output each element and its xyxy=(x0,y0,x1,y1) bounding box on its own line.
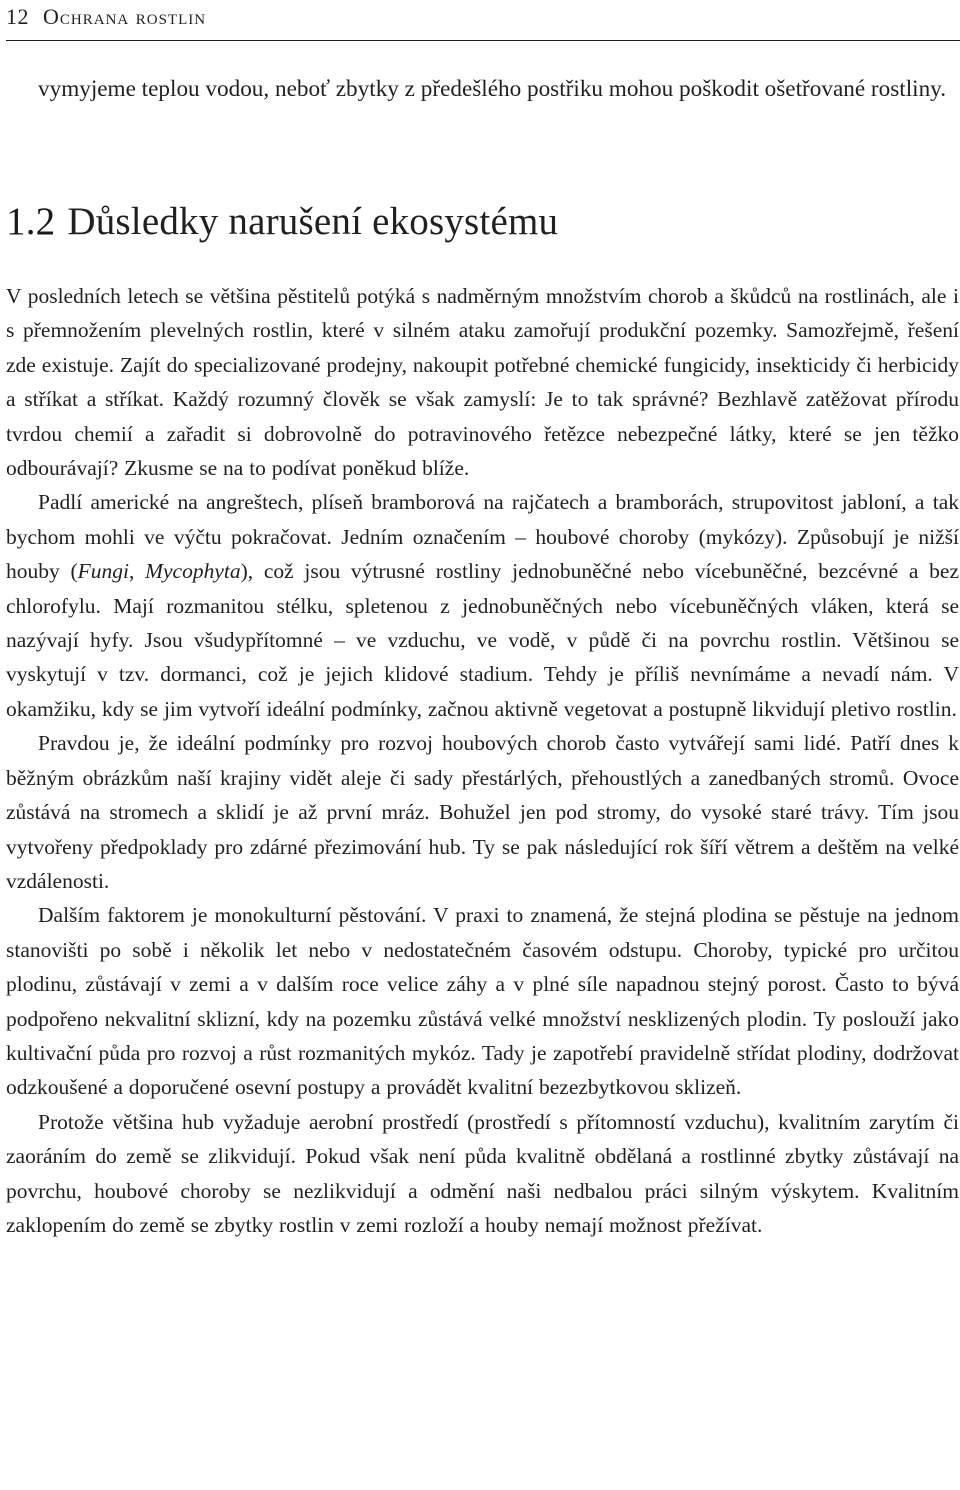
header-rule xyxy=(6,40,960,41)
paragraph: Protože většina hub vyžaduje aerobní prostředí (prostředí s přítomností vzduchu), kvalitním zarytím či zaoráním do země se zlikvidují. Pokud však není půda kvalitně obdělaná a rostlinné zbytky zůstávají na povrchu, houbové choroby se nezlikvidují a odmění naši nedbalou práci silným výskytem. Kvalitním zaklopením do země se zbytky rostlin v zemi rozloží a houby nemají možnost přežívat. xyxy=(6,1109,959,1237)
paragraph-text: Padlí americké na angreštech, plíseň bramborová na rajčatech a bramborách, strupovitost jabloní, a tak bychom mohli ve výčtu pokračovat. Jedním označením – houbové choroby (mykózy). Způsobují je nižší houby ( xyxy=(6,490,959,584)
paragraph: V posledních letech se většina pěstitelů potýká s nadměrným množstvím chorob a škůdců na rostlinách, ale i s přemnožením plevelných rostlin, které v silném ataku zamořují produkční pozemky. Samozřejmě, řešení zde existuje. Zajít do specializované prodejny, nakoupit potřebné chemické fungicidy, insekticidy či herbicidy a stříkat a stříkat. Každý rozumný člověk se však zamyslí: Je to tak správné? Bezhlavě zatěžovat přírodu tvrdou chemií a zařadit si dobrovolně do potravinového řetězce nebezpečné látky, které se jen těžko odbourávají? Zkusme se na to podívat poněkud blíže. xyxy=(6,284,959,481)
section-body xyxy=(6,279,959,1242)
latin-term: Mycophyta xyxy=(145,559,241,584)
intro-paragraph: vymyjeme teplou vodou, neboť zbytky z předešlého postřiku mohou poškodit ošetřované rostliny. xyxy=(38,76,947,102)
paragraph-text: , xyxy=(128,559,146,584)
paragraph: Dalším faktorem je monokulturní pěstování. V praxi to znamená, že stejná plodina se pěstuje na jednom stanovišti po sobě i několik let nebo v nedostatečném časovém odstupu. Choroby, typické pro určitou plodinu, zůstávají v zemi a v dalším roce velice záhy a v plné síle napadnou stejný porost. Často to bývá podpořeno nekvalitní sklizní, kdy na pozemku zůstává velké množství nesklizených plodin. Ty poslouží jako kultivační půda pro rozvoj a růst rozmanitých mykóz. Tady je zapotřebí pravidelně střídat plodiny, dodržovat odzkoušené a doporučené osevní postupy a provádět kvalitní bezezbytkovou sklizeň. xyxy=(6,903,959,1100)
paragraph: Pravdou je, že ideální podmínky pro rozvoj houbových chorob často vytvářejí sami lidé. Patří dnes k běžným obrázkům naší krajiny vidět aleje či sady přestárlých, přehoustlých a zanedbaných stromů. Ovoce zůstává na stromech a sklidí je až první mráz. Bohužel jen pod stromy, do vysoké staré trávy. Tím jsou vytvořeny předpoklady pro zdárné přezimování hub. Ty se pak následující rok šíří větrem a deštěm na velké vzdálenosti. xyxy=(6,731,959,893)
running-title: Ochrana rostlin xyxy=(43,4,207,29)
section-number: 1.2 xyxy=(6,200,56,243)
section-title-text: Důsledky narušení ekosystému xyxy=(67,200,559,243)
page-number: 12 xyxy=(6,4,29,29)
running-head xyxy=(6,2,206,32)
paragraph-text: ), což jsou výtrusné rostliny jednobuněčné nebo vícebuněčné, bezcévné a bez chlorofylu. Mají rozmanitou stélku, spletenou z jednobuněčných nebo vícebuněčných vláken, která se nazývají hyfy. Jsou všudypřítomné – ve vzduchu, ve vodě, v půdě či na povrchu rostlin. Většinou se vyskytují v tzv. dormanci, což je jejich klidové stadium. Tehdy je příliš nevnímáme a nevadí nám. V okamžiku, kdy se jim vytvoří ideální podmínky, začnou aktivně vegetovat a postupně likvidují pletivo rostlin. xyxy=(6,559,959,721)
section-title xyxy=(6,194,558,250)
latin-term: Fungi xyxy=(77,559,129,584)
paragraph xyxy=(6,485,959,726)
